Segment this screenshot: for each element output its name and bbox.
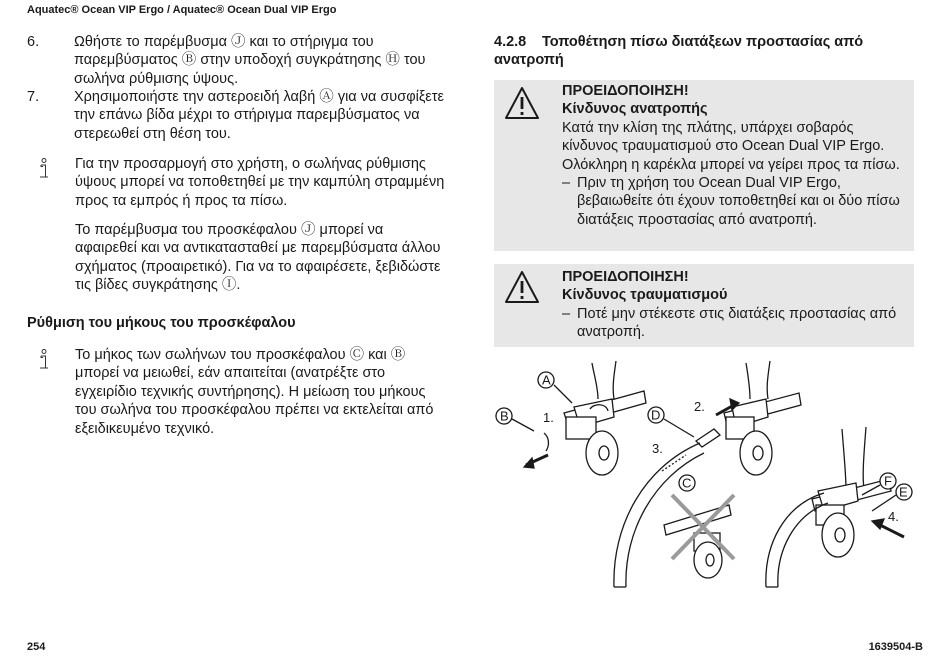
panel-secure-tube [766,427,912,587]
warning-bullet [562,305,908,342]
warning-triangle-icon [504,86,540,120]
step-label-1: 1. [543,410,554,425]
warning-title: Κίνδυνος ανατροπής [562,101,708,118]
anti-tipper-assembly-illustration [494,355,914,595]
callout-c: C [682,475,692,491]
step-text: Ωθήστε το παρέμβυσμα Ⓙ και το στήριγμα του παρεμβύσματος Ⓑ στην υποδοχή συγκράτησης Ⓗ του σωλήνα ρύθμισης ύψους. [74,34,426,87]
warning-triangle-icon [504,270,540,304]
callout-d: D [651,407,661,423]
warning-bullet-text: Πριν τη χρήση του Ocean Dual VIP Ergo, βεβαιωθείτε ότι έχουν τοποθετηθεί και οι δύο πίσω διατάξεις προστασίας από ανατροπή. [577,175,900,228]
warning-label: ΠΡΟΕΙΔΟΠΟΙΗΣΗ! [562,269,689,285]
warning-text: Κατά την κλίση της πλάτης, υπάρχει σοβαρός κίνδυνος τραυματισμού στο Ocean Dual VIP Ergo. Ολόκληρη η καρέκλα μπορεί να γείρει προς τα πίσω. [562,119,900,173]
document-code: 1639504-B [868,641,923,653]
subheading: Ρύθμιση του μήκους του προσκέφαλου [27,315,296,331]
warning-bullet-text: Ποτέ μην στέκεστε στις διατάξεις προστασίας από ανατροπή. [577,305,897,341]
dash-mark: – [562,305,571,322]
step-label-2: 2. [694,399,705,414]
warning-label: ΠΡΟΕΙΔΟΠΟΙΗΣΗ! [562,83,689,99]
section-title: Τοποθέτηση πίσω διατάξεων προστασίας από ανατροπή [494,34,864,69]
callout-a: A [542,372,551,388]
step-label-3: 3. [652,441,663,456]
step-text: Χρησιμοποιήστε την αστεροειδή λαβή Ⓐ για να συσφίξετε την επάνω βίδα μέχρι το στήριγμα παρεμβύσματος να στερεωθεί στη θέση του. [74,89,444,142]
callout-f: F [884,473,892,489]
section-heading [494,33,914,70]
info-icon [38,349,50,371]
callout-b: B [500,408,509,424]
dash-mark: – [562,175,571,192]
warning-box-tipping [494,80,914,251]
warning-bullet [562,174,908,229]
step-7 [27,88,447,143]
step-number: 6. [27,34,40,50]
callout-e: E [899,484,908,500]
step-number: 7. [27,89,40,105]
info-note: Το παρέμβυσμα του προσκέφαλου Ⓙ μπορεί να αφαιρεθεί και να αντικατασταθεί με παρεμβύσματα άλλου σχήματος (προαιρετικό). Για να το αφαιρέσετε, ξεβιδώστε τις βίδες συγκράτησης Ⓘ. [75,222,441,294]
info-note: Για την προσαρμογή στο χρήστη, ο σωλήνας ρύθμισης ύψους μπορεί να τοποθετηθεί με την καμπύλη στραμμένη προς τα εμπρός ή προς τα πίσω. [75,156,445,209]
info-note: Το μήκος των σωλήνων του προσκέφαλου Ⓒ και Ⓑ μπορεί να μειωθεί, εάν απαιτείται (ανατρέξτε στο εγχειρίδιο τεχνικής συντήρησης). Η μείωση του μήκους του σωλήνα του προσκέφαλου πρέπει να εκτελείται από εξειδικευμένο τεχνικό. [75,347,434,437]
step-label-4: 4. [888,509,899,524]
running-header: Aquatec® Ocean VIP Ergo / Aquatec® Ocean Dual VIP Ergo [27,4,337,16]
warning-box-injury [494,264,914,347]
info-icon [38,158,50,180]
warning-title: Κίνδυνος τραυματισμού [562,287,728,304]
panel-remove-cap [496,361,646,475]
page-number: 254 [27,641,46,653]
step-6 [27,33,447,88]
section-number: 4.2.8 [494,34,527,50]
